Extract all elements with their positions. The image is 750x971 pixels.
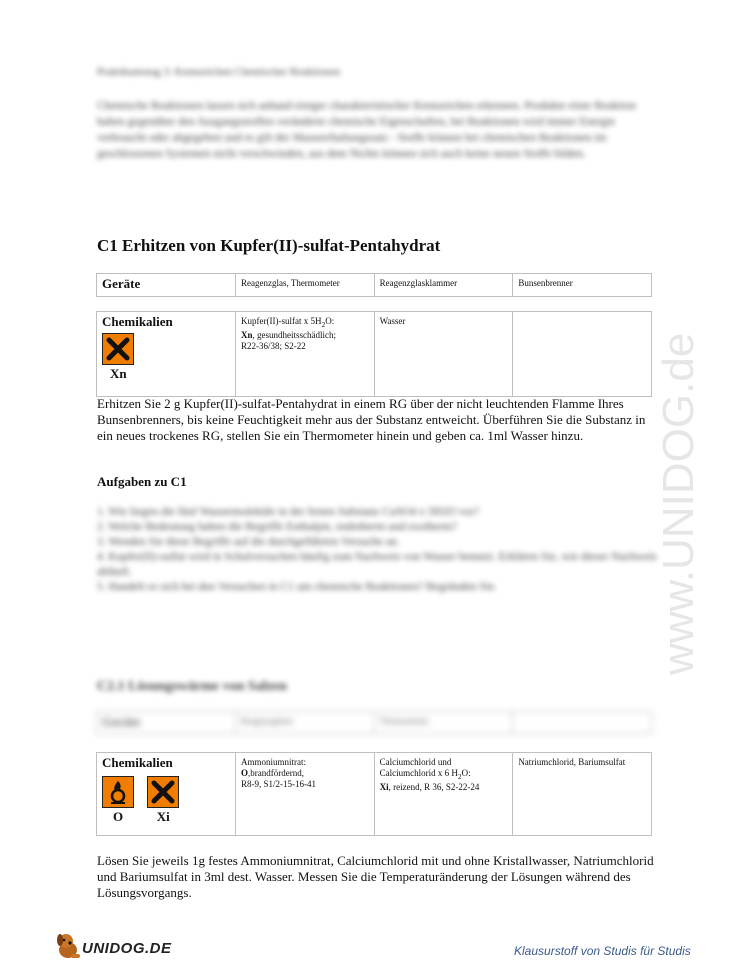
irritant-icon (147, 776, 179, 808)
logo-text: UNIDOG.DE (82, 940, 172, 957)
list-item: 4. Kupfer(II)-sulfat wird in Schulversuchen häufig zum Nachweis von Wasser benutzt. Erklären Sie, wie dieser Nachweis abläuft. (97, 551, 657, 578)
harmful-icon (102, 333, 134, 365)
hazard-label: O (112, 809, 124, 824)
geraete-label: Geräte (97, 712, 236, 734)
chemikalien-label-cell (97, 753, 236, 836)
geraete-cell: Reagenzgläser (236, 712, 375, 734)
chemikalien-cell: Natriumchlorid, Bariumsulfat (513, 753, 652, 836)
geraete-cell: Bunsenbrenner (513, 274, 652, 297)
hazard-label: Xn (110, 366, 127, 381)
list-item: 2. Welche Bedeutung haben die Begriffe Enthalpie, endotherm und exotherm? (97, 521, 457, 533)
watermark (648, 250, 708, 680)
footer-slogan: Klausurstoff von Studis für Studis (514, 944, 691, 958)
oxidizing-flame-icon (102, 776, 134, 808)
c1-heading: C1 Erhitzen von Kupfer(II)-sulfat-Pentahydrat (97, 236, 441, 255)
list-item: 5. Handelt es sich bei den Versuchen in C1 um chemische Reaktionen? Begründen Sie. (97, 581, 497, 593)
hazard-symbol-xn (102, 333, 134, 379)
tasks-heading: Aufgaben zu C1 (97, 474, 187, 489)
geraete-cell (513, 712, 652, 734)
hazard-symbol-xi (147, 776, 179, 822)
c2-heading: C2.1 Lösungswärme von Salzen (97, 679, 287, 694)
chemikalien-label-cell (97, 312, 236, 397)
intro-paragraph: Chemische Reaktionen lassen sich anhand einiger charakteristischer Kennzeichen erkennen. Produkte einer Reaktion haben gegenüber den Ausgangsstoffen veränderte chemische Eigenschaften, bei Reaktionen wird immer Energie verbraucht oder abgegeben und es gilt der Masseerhaltungssatz - Stoffe können bei chemischen Reaktionen im geschlossenen Systemen nicht verschwinden, aus dem Nichts können sich auch keine neuen Stoffe bilden. (97, 100, 637, 160)
chemikalien-cell: Kupfer(II)-sulfat x $5H_2O$: Xn, gesundheitsschädlich; R22-36/38; S2-22 (236, 312, 375, 397)
tasks-list (97, 505, 657, 595)
geraete-label: Geräte (97, 274, 236, 297)
list-item: 1. Wie liegen die fünf Wassermoleküle in der festen Substanz CuSO4 x 5H2O vor? (97, 506, 480, 518)
watermark-text: www.UNIDOG.de (654, 332, 703, 675)
geraete-cell: Thermometer (374, 712, 513, 734)
chemikalien-cell: Calciumchlorid und Calciumchlorid x 6 $H_2O$: Xi, reizend, R 36, S2-22-24 (374, 753, 513, 836)
chemikalien-cell: Ammoniumnitrat: O,brandfördernd, R8-9, S1/2-15-16-41 (236, 753, 375, 836)
hazard-symbol-o (102, 776, 134, 822)
geraete-cell: Reagenzglas, Thermometer (236, 274, 375, 297)
c1-geraete-table (96, 273, 652, 297)
c1-instructions: Erhitzen Sie 2 g Kupfer(II)-sulfat-Pentahydrat in einem RG über der nicht leuchtenden Flamme Ihres Bunsenbrenners, bis keine Feuchtigkeit mehr aus der Substanz entweicht. Überführen Sie die Substanz in ein neues trockenes RG, stellen Sie ein Thermometer hinein und geben ca. 1ml Wasser hinzu. (97, 396, 646, 443)
chemikalien-cell: Wasser (374, 312, 513, 397)
hazard-label: Xi (156, 809, 170, 824)
footer-logo[interactable] (52, 930, 172, 967)
list-item: 3. Wenden Sie diese Begriffe auf die durchgeführten Versuche an. (97, 536, 400, 548)
chemikalien-cell (513, 312, 652, 397)
c1-chemikalien-table (96, 311, 652, 397)
c2-chemikalien-table (96, 752, 652, 836)
practicum-title: Praktikumstag 3: Kennzeichen Chemischer Reaktionen (97, 66, 341, 78)
c2-geraete-table (96, 711, 652, 734)
chemikalien-label: Chemikalien (102, 314, 173, 329)
c2-instructions: Lösen Sie jeweils 1g festes Ammoniumnitrat, Calciumchlorid mit und ohne Kristallwasser, Natriumchlorid und Bariumsulfat in 3ml dest. Wasser. Messen Sie die Temperaturänderung der Lösungen während des Lösungsvorgangs. (97, 853, 654, 900)
dog-icon (52, 930, 84, 962)
chemikalien-label: Chemikalien (102, 755, 173, 770)
geraete-cell: Reagenzglasklammer (374, 274, 513, 297)
